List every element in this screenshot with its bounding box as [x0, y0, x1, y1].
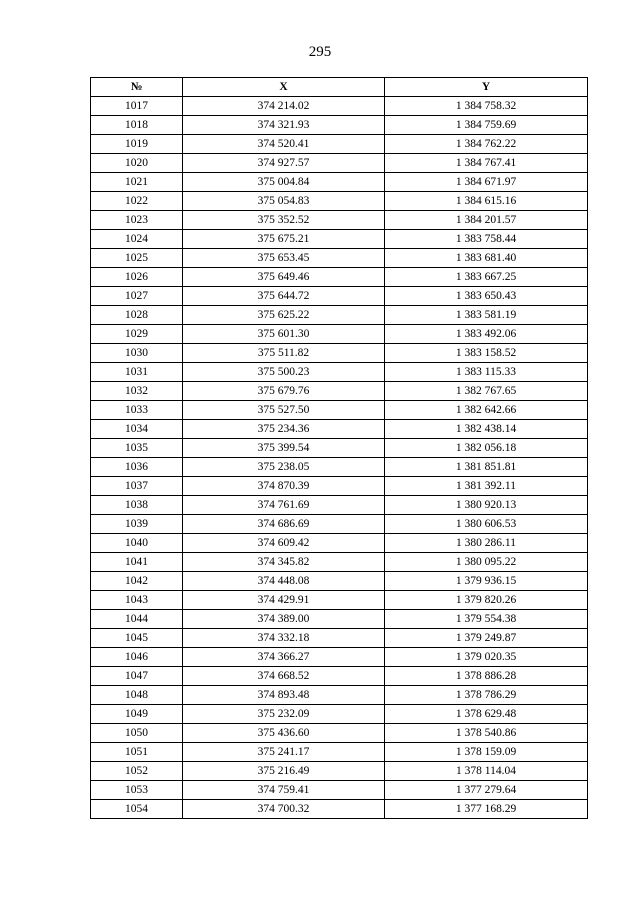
cell-y: 1 384 201.57 — [385, 211, 588, 230]
cell-number: 1023 — [91, 211, 183, 230]
table-row — [91, 686, 588, 705]
cell-y: 1 380 920.13 — [385, 496, 588, 515]
cell-x: 374 761.69 — [183, 496, 385, 515]
table-row — [91, 534, 588, 553]
cell-x: 374 893.48 — [183, 686, 385, 705]
cell-x: 375 238.05 — [183, 458, 385, 477]
cell-x: 375 399.54 — [183, 439, 385, 458]
cell-y: 1 379 554.38 — [385, 610, 588, 629]
column-header-number: № — [91, 78, 183, 97]
table-row — [91, 572, 588, 591]
cell-number: 1050 — [91, 724, 183, 743]
column-header-x: X — [183, 78, 385, 97]
cell-x: 375 679.76 — [183, 382, 385, 401]
table-row — [91, 591, 588, 610]
cell-y: 1 379 936.15 — [385, 572, 588, 591]
cell-y: 1 384 762.22 — [385, 135, 588, 154]
table-row — [91, 420, 588, 439]
cell-number: 1039 — [91, 515, 183, 534]
cell-y: 1 379 020.35 — [385, 648, 588, 667]
cell-number: 1038 — [91, 496, 183, 515]
table-body — [91, 97, 588, 819]
table-row — [91, 192, 588, 211]
table-row — [91, 743, 588, 762]
cell-x: 375 436.60 — [183, 724, 385, 743]
table-row — [91, 230, 588, 249]
cell-y: 1 378 540.86 — [385, 724, 588, 743]
cell-x: 374 366.27 — [183, 648, 385, 667]
cell-y: 1 380 606.53 — [385, 515, 588, 534]
cell-y: 1 383 681.40 — [385, 249, 588, 268]
cell-x: 374 345.82 — [183, 553, 385, 572]
table-row — [91, 705, 588, 724]
cell-y: 1 381 851.81 — [385, 458, 588, 477]
cell-number: 1026 — [91, 268, 183, 287]
cell-x: 375 216.49 — [183, 762, 385, 781]
table-header-row — [91, 78, 588, 97]
cell-x: 374 520.41 — [183, 135, 385, 154]
cell-number: 1048 — [91, 686, 183, 705]
table-row — [91, 724, 588, 743]
cell-number: 1033 — [91, 401, 183, 420]
cell-x: 375 234.36 — [183, 420, 385, 439]
cell-x: 375 500.23 — [183, 363, 385, 382]
cell-number: 1035 — [91, 439, 183, 458]
table-row — [91, 515, 588, 534]
cell-y: 1 382 767.65 — [385, 382, 588, 401]
cell-number: 1025 — [91, 249, 183, 268]
cell-y: 1 383 667.25 — [385, 268, 588, 287]
cell-x: 374 927.57 — [183, 154, 385, 173]
table-row — [91, 458, 588, 477]
table-row — [91, 363, 588, 382]
table-row — [91, 610, 588, 629]
table-header — [91, 78, 588, 97]
cell-x: 375 232.09 — [183, 705, 385, 724]
cell-x: 375 054.83 — [183, 192, 385, 211]
cell-y: 1 380 095.22 — [385, 553, 588, 572]
cell-y: 1 378 786.29 — [385, 686, 588, 705]
column-header-y: Y — [385, 78, 588, 97]
cell-x: 375 527.50 — [183, 401, 385, 420]
cell-x: 375 625.22 — [183, 306, 385, 325]
table-row — [91, 439, 588, 458]
cell-number: 1044 — [91, 610, 183, 629]
table-row — [91, 553, 588, 572]
cell-y: 1 382 642.66 — [385, 401, 588, 420]
cell-number: 1027 — [91, 287, 183, 306]
table-row — [91, 496, 588, 515]
cell-y: 1 383 158.52 — [385, 344, 588, 363]
cell-x: 375 644.72 — [183, 287, 385, 306]
table-row — [91, 173, 588, 192]
cell-number: 1028 — [91, 306, 183, 325]
cell-number: 1045 — [91, 629, 183, 648]
table-row — [91, 268, 588, 287]
cell-y: 1 384 671.97 — [385, 173, 588, 192]
cell-y: 1 377 168.29 — [385, 800, 588, 819]
cell-number: 1034 — [91, 420, 183, 439]
cell-x: 374 668.52 — [183, 667, 385, 686]
cell-number: 1037 — [91, 477, 183, 496]
table-row — [91, 800, 588, 819]
coordinates-table — [90, 77, 588, 819]
table-row — [91, 401, 588, 420]
page-number: 295 — [308, 44, 332, 60]
cell-number: 1043 — [91, 591, 183, 610]
table-row — [91, 135, 588, 154]
cell-number: 1019 — [91, 135, 183, 154]
cell-number: 1054 — [91, 800, 183, 819]
table-row — [91, 667, 588, 686]
cell-x: 375 352.52 — [183, 211, 385, 230]
cell-number: 1022 — [91, 192, 183, 211]
cell-y: 1 383 758.44 — [385, 230, 588, 249]
cell-number: 1018 — [91, 116, 183, 135]
cell-y: 1 383 650.43 — [385, 287, 588, 306]
table-row — [91, 116, 588, 135]
table-row — [91, 325, 588, 344]
cell-number: 1047 — [91, 667, 183, 686]
table-row — [91, 781, 588, 800]
table-row — [91, 97, 588, 116]
cell-y: 1 383 581.19 — [385, 306, 588, 325]
cell-y: 1 384 767.41 — [385, 154, 588, 173]
cell-number: 1051 — [91, 743, 183, 762]
table-row — [91, 629, 588, 648]
cell-number: 1042 — [91, 572, 183, 591]
cell-x: 374 686.69 — [183, 515, 385, 534]
cell-x: 375 241.17 — [183, 743, 385, 762]
cell-x: 375 004.84 — [183, 173, 385, 192]
cell-x: 374 759.41 — [183, 781, 385, 800]
cell-number: 1032 — [91, 382, 183, 401]
cell-y: 1 384 759.69 — [385, 116, 588, 135]
cell-x: 374 321.93 — [183, 116, 385, 135]
table-row — [91, 382, 588, 401]
cell-y: 1 377 279.64 — [385, 781, 588, 800]
cell-y: 1 378 114.04 — [385, 762, 588, 781]
cell-y: 1 383 115.33 — [385, 363, 588, 382]
cell-x: 375 653.45 — [183, 249, 385, 268]
table-row — [91, 648, 588, 667]
cell-x: 374 870.39 — [183, 477, 385, 496]
cell-x: 374 332.18 — [183, 629, 385, 648]
cell-y: 1 384 758.32 — [385, 97, 588, 116]
cell-number: 1053 — [91, 781, 183, 800]
cell-number: 1030 — [91, 344, 183, 363]
table-row — [91, 762, 588, 781]
cell-y: 1 383 492.06 — [385, 325, 588, 344]
cell-y: 1 384 615.16 — [385, 192, 588, 211]
cell-x: 375 675.21 — [183, 230, 385, 249]
table-row — [91, 477, 588, 496]
cell-number: 1041 — [91, 553, 183, 572]
table-row — [91, 344, 588, 363]
cell-number: 1040 — [91, 534, 183, 553]
cell-y: 1 378 159.09 — [385, 743, 588, 762]
table-row — [91, 154, 588, 173]
cell-x: 374 700.32 — [183, 800, 385, 819]
table-row — [91, 306, 588, 325]
cell-x: 374 429.91 — [183, 591, 385, 610]
cell-x: 374 448.08 — [183, 572, 385, 591]
cell-y: 1 380 286.11 — [385, 534, 588, 553]
table-row — [91, 249, 588, 268]
cell-number: 1021 — [91, 173, 183, 192]
cell-y: 1 379 249.87 — [385, 629, 588, 648]
cell-number: 1020 — [91, 154, 183, 173]
cell-number: 1046 — [91, 648, 183, 667]
cell-number: 1036 — [91, 458, 183, 477]
cell-x: 375 649.46 — [183, 268, 385, 287]
cell-number: 1024 — [91, 230, 183, 249]
cell-y: 1 378 629.48 — [385, 705, 588, 724]
cell-number: 1052 — [91, 762, 183, 781]
cell-number: 1017 — [91, 97, 183, 116]
cell-y: 1 381 392.11 — [385, 477, 588, 496]
cell-x: 374 609.42 — [183, 534, 385, 553]
cell-y: 1 382 056.18 — [385, 439, 588, 458]
cell-x: 375 511.82 — [183, 344, 385, 363]
cell-x: 374 389.00 — [183, 610, 385, 629]
table-row — [91, 211, 588, 230]
cell-y: 1 382 438.14 — [385, 420, 588, 439]
cell-y: 1 379 820.26 — [385, 591, 588, 610]
cell-x: 375 601.30 — [183, 325, 385, 344]
cell-number: 1031 — [91, 363, 183, 382]
table-row — [91, 287, 588, 306]
cell-number: 1049 — [91, 705, 183, 724]
cell-y: 1 378 886.28 — [385, 667, 588, 686]
cell-number: 1029 — [91, 325, 183, 344]
cell-x: 374 214.02 — [183, 97, 385, 116]
